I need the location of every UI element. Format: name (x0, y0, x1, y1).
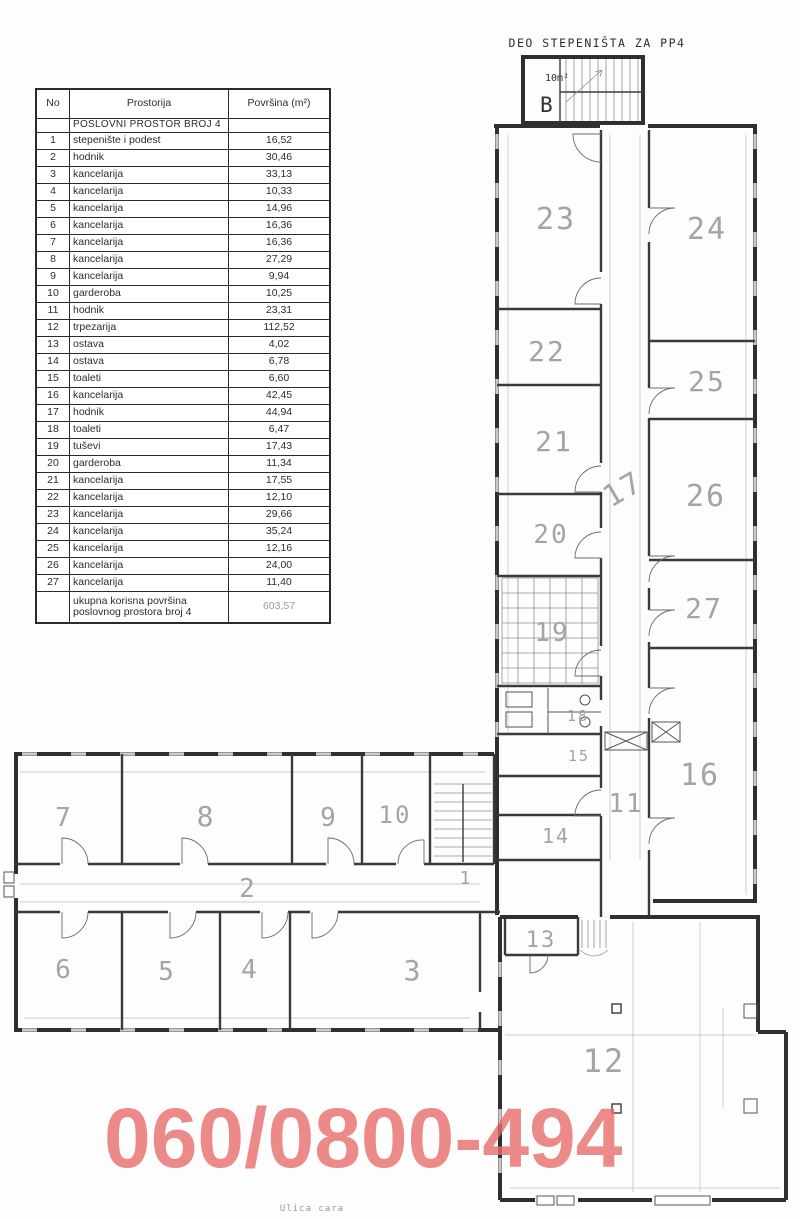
table-row: 12 trpezarija 112,52 (36, 320, 330, 337)
table-row: 26 kancelarija 24,00 (36, 558, 330, 575)
room-label-20: 20 (533, 520, 569, 550)
table-row: 17 hodnik 44,94 (36, 405, 330, 422)
table-row: 19 tuševi 17,43 (36, 439, 330, 456)
table-row: 11 hodnik 23,31 (36, 303, 330, 320)
stair-area-label: 10m² (545, 73, 570, 84)
table-row: 27 kancelarija 11,40 (36, 575, 330, 592)
phone-number-overlay: 060/0800-494 (104, 1091, 623, 1185)
stair-block-letter: B (540, 93, 553, 117)
table-row: 21 kancelarija 17,55 (36, 473, 330, 490)
room-label-16: 16 (679, 758, 721, 793)
room-label-15: 15 (567, 747, 591, 765)
stair-block (523, 57, 643, 123)
room-label-13: 13 (525, 928, 557, 953)
table-row: 7 kancelarija 16,36 (36, 235, 330, 252)
table-row: 9 kancelarija 9,94 (36, 269, 330, 286)
total-row: ukupna korisna površina poslovnog prostora broj 4 603,57 (36, 592, 330, 624)
header-povrsina: Površina (m²) (229, 89, 331, 119)
plan-title: DEO STEPENIŠTA ZA PP4 (508, 36, 686, 50)
street-label: Ulica cara (279, 1204, 345, 1214)
table-row: 1 stepenište i podest 16,52 (36, 133, 330, 150)
table-header-row (36, 89, 330, 119)
room-label-19: 19 (534, 618, 570, 648)
stair-room-1 (434, 784, 492, 862)
table-row: 15 toaleti 6,60 (36, 371, 330, 388)
table-row: 6 kancelarija 16,36 (36, 218, 330, 235)
table-row: 2 hodnik 30,46 (36, 150, 330, 167)
table-row: 18 toaleti 6,47 (36, 422, 330, 439)
room-label-9: 9 (320, 803, 338, 833)
table-row: 24 kancelarija 35,24 (36, 524, 330, 541)
room-label-17: 17 (597, 464, 650, 515)
room-label-11: 11 (608, 789, 644, 819)
section-title-row: POSLOVNI PROSTOR BROJ 4 (36, 119, 330, 133)
table-row: 8 kancelarija 27,29 (36, 252, 330, 269)
table-row: 14 ostava 6,78 (36, 354, 330, 371)
header-prostorija: Prostorija (70, 89, 229, 119)
room-label-4: 4 (241, 955, 259, 985)
table-row: 3 kancelarija 33,13 (36, 167, 330, 184)
room-label-1: 1 (459, 868, 473, 889)
room-label-22: 22 (528, 335, 566, 368)
table-row: 22 kancelarija 12,10 (36, 490, 330, 507)
table-row: 4 kancelarija 10,33 (36, 184, 330, 201)
table-row: 10 garderoba 10,25 (36, 286, 330, 303)
room-label-7: 7 (55, 803, 73, 833)
table-row: 5 kancelarija 14,96 (36, 201, 330, 218)
table-row: 25 kancelarija 12,16 (36, 541, 330, 558)
room-13-walls (505, 917, 608, 956)
room-label-26: 26 (685, 479, 727, 514)
areas-table (35, 88, 331, 624)
room-label-14: 14 (541, 824, 571, 848)
toilet-fixtures (506, 688, 680, 750)
room-label-23: 23 (535, 202, 577, 237)
room-label-3: 3 (403, 954, 423, 987)
room-label-24: 24 (686, 212, 728, 247)
room-label-25: 25 (688, 365, 726, 398)
table-row: 16 kancelarija 42,45 (36, 388, 330, 405)
table-row: 13 ostava 4,02 (36, 337, 330, 354)
room-area-table (35, 88, 331, 624)
room-label-18: 18 (566, 707, 590, 725)
room-label-21: 21 (535, 425, 573, 458)
room-label-12: 12 (582, 1042, 626, 1080)
table-row: 23 kancelarija 29,66 (36, 507, 330, 524)
room-label-10: 10 (378, 801, 412, 829)
table-row: 20 garderoba 11,34 (36, 456, 330, 473)
room-label-6: 6 (55, 955, 73, 985)
room-label-27: 27 (685, 592, 723, 625)
room-label-5: 5 (158, 957, 176, 987)
room-label-2: 2 (239, 874, 257, 904)
room-label-8: 8 (196, 800, 216, 833)
header-no: No (36, 89, 70, 119)
